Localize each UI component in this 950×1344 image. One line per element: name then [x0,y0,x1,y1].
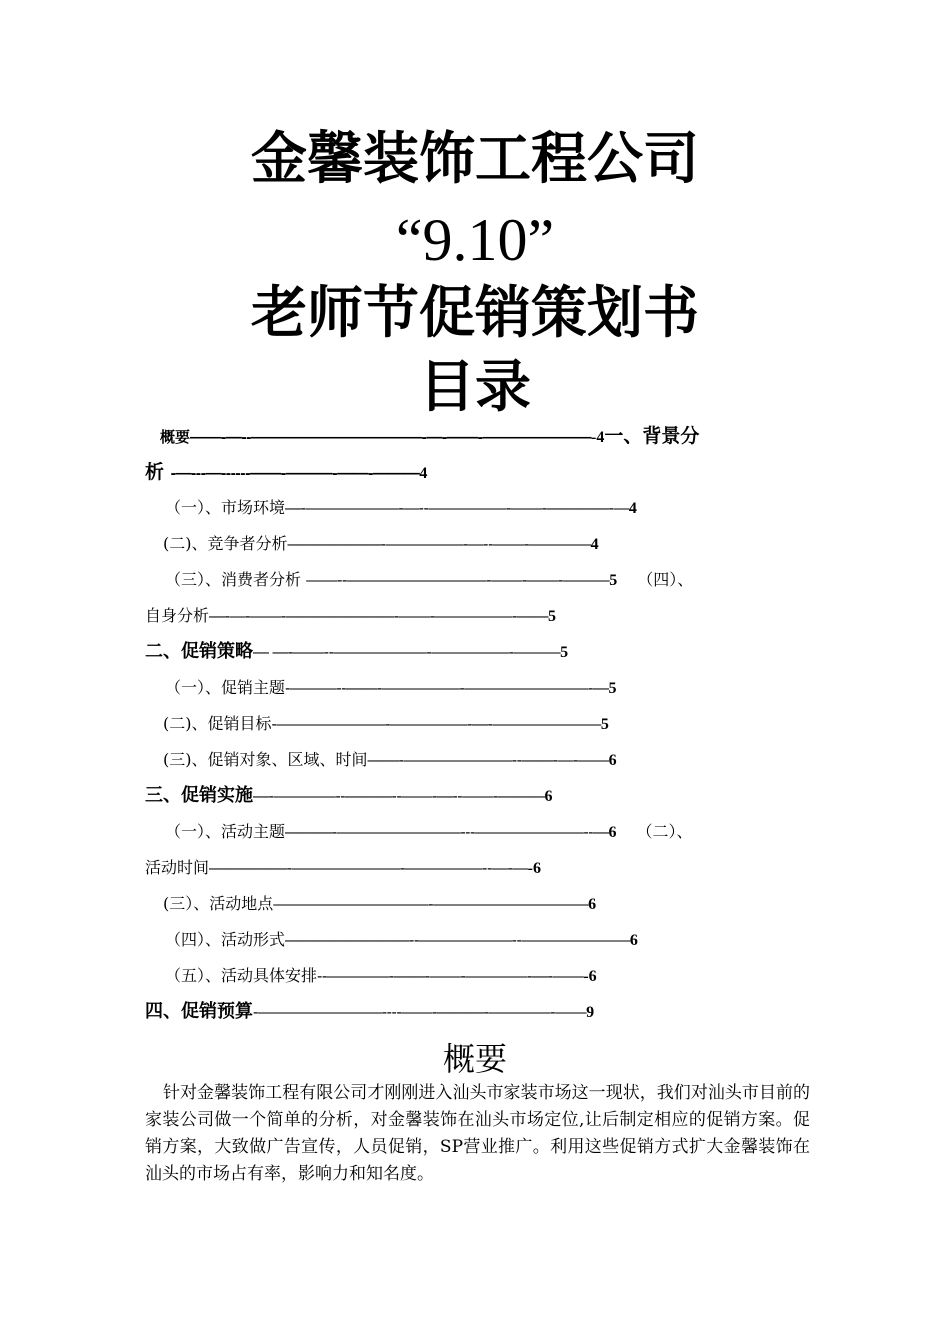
toc-label: （三）、消费者分析 [165,570,307,589]
toc-page: 6 [608,824,617,841]
doc-title-line2: “9.10” [395,207,555,273]
toc-page: 4 [590,536,599,553]
toc-label: （二）、 [636,822,693,841]
toc-line-activity-theme[interactable] [165,814,693,851]
toc-line-consumers[interactable] [165,562,693,599]
toc-leader: ————————--——————--——————— [285,932,630,949]
toc-heading: 目录 [419,355,531,420]
toc-label: (三）、活动地点 [163,894,274,913]
toc-page: -4 [590,429,605,446]
toc-page: 5 [609,572,618,589]
toc-line-self[interactable] [145,598,556,635]
toc-leader: -———————-—————-—-——————— [271,716,601,733]
doc-title-line3: 老师节促销策划书 [251,281,699,346]
toc-label: （一）、促销主题 [165,678,286,697]
toc-line-summary[interactable] [160,418,699,456]
toc-label: 三、促销实施 [145,785,253,806]
toc-label: 析 [145,461,171,483]
toc-leader: -—---—------——-———-——-——— [170,465,420,482]
toc-label: （四）、 [637,570,694,589]
toc-label: (二)、促销目标 [163,714,272,733]
toc-page: 6 [544,788,553,805]
toc-label: （一）、活动主题 [165,822,286,841]
toc-page: -6 [527,860,541,877]
toc-page: 6 [629,932,638,949]
summary-paragraph: 针对金馨装饰工程有限公司才刚刚进入汕头市家装市场这一现状，我们对汕头市目前的家装公司做一个简单的分析，对金馨装饰在汕头市场定位,让后制定相应的促销方案。促销方案，大致做广告宣传，人员促销，SP营业推广。利用这些促销方式扩大金馨装饰在汕头的市场占有率，影响力和知名度。 [145,1083,810,1184]
toc-leader: — —-——--——————-—————-——— [253,644,561,661]
summary-heading: 概要 [442,1040,507,1078]
toc-label: 活动时间 [145,858,210,877]
toc-leader: —-——————-—--—————-——-————-— [285,500,629,517]
toc-label: 自身分析 [145,606,210,625]
toc-page: 9 [586,1004,595,1021]
toc-page: 6 [588,896,597,913]
toc-line-budget[interactable] [145,994,594,1031]
toc-page: -6 [583,968,597,985]
toc-page: 4 [628,500,637,517]
toc-line-competitors[interactable] [163,526,599,563]
toc-leader: -————————----——-———-————-—— [253,1004,587,1021]
toc-line-activity-place[interactable] [163,886,596,923]
doc-title-line1: 金馨装饰工程公司 [251,127,699,192]
toc-leader: ——————-—————-—--——-———— [287,536,591,553]
toc-label: (三)、促销对象、区域、时间 [163,750,368,769]
toc-line-implementation[interactable] [145,778,552,815]
toc-leader: ———-————————---———————--— [285,824,609,841]
toc-label: 一、背景分 [604,425,700,447]
toc-line-target[interactable] [163,742,617,779]
toc-page: 6 [608,752,617,769]
toc-label: （五）、活动具体安排 [165,966,318,985]
toc-leader: -———--——-—————-————————-— [285,680,609,697]
toc-leader: ——-———————--——-—-—— [367,752,609,769]
toc-leader: —-————--———--——-—--——-——— [253,788,545,805]
toc-page: 5 [547,608,556,625]
toc-line-activity-time[interactable] [145,850,541,887]
toc-leader: --————-——-——-————-—-—— [317,968,584,985]
toc-leader: —-—-——-———————-——-—————-—— [209,608,548,625]
toc-label: （四）、活动形式 [165,930,286,949]
toc-label: 四、促销预算 [145,1001,253,1022]
toc-line-activity-schedule[interactable] [165,958,597,995]
toc-line-strategy[interactable] [145,634,568,671]
toc-page: 4 [419,465,428,482]
toc-label: (二)、竞争者分析 [163,534,288,553]
toc-leader: ——-—--———————————-—-——-——————— [190,429,591,446]
toc-page: 5 [608,680,617,697]
toc-leader: ——--—————————-——-——-——— [306,572,610,589]
toc-page: 5 [600,716,609,733]
toc-line-theme[interactable] [165,670,616,707]
toc-label: （一）、市场环境 [165,498,286,517]
toc-line-background[interactable] [145,454,427,492]
toc-label: 概要 [160,428,191,446]
toc-line-market[interactable] [165,490,637,527]
toc-leader: ——————————-—————————— [273,896,589,913]
toc-line-activity-form[interactable] [165,922,638,959]
toc-label: 二、促销策略 [145,641,253,662]
toc-line-goal[interactable] [163,706,609,743]
toc-leader: —————-———————-—————--—-— [209,860,528,877]
toc-page: 5 [560,644,569,661]
